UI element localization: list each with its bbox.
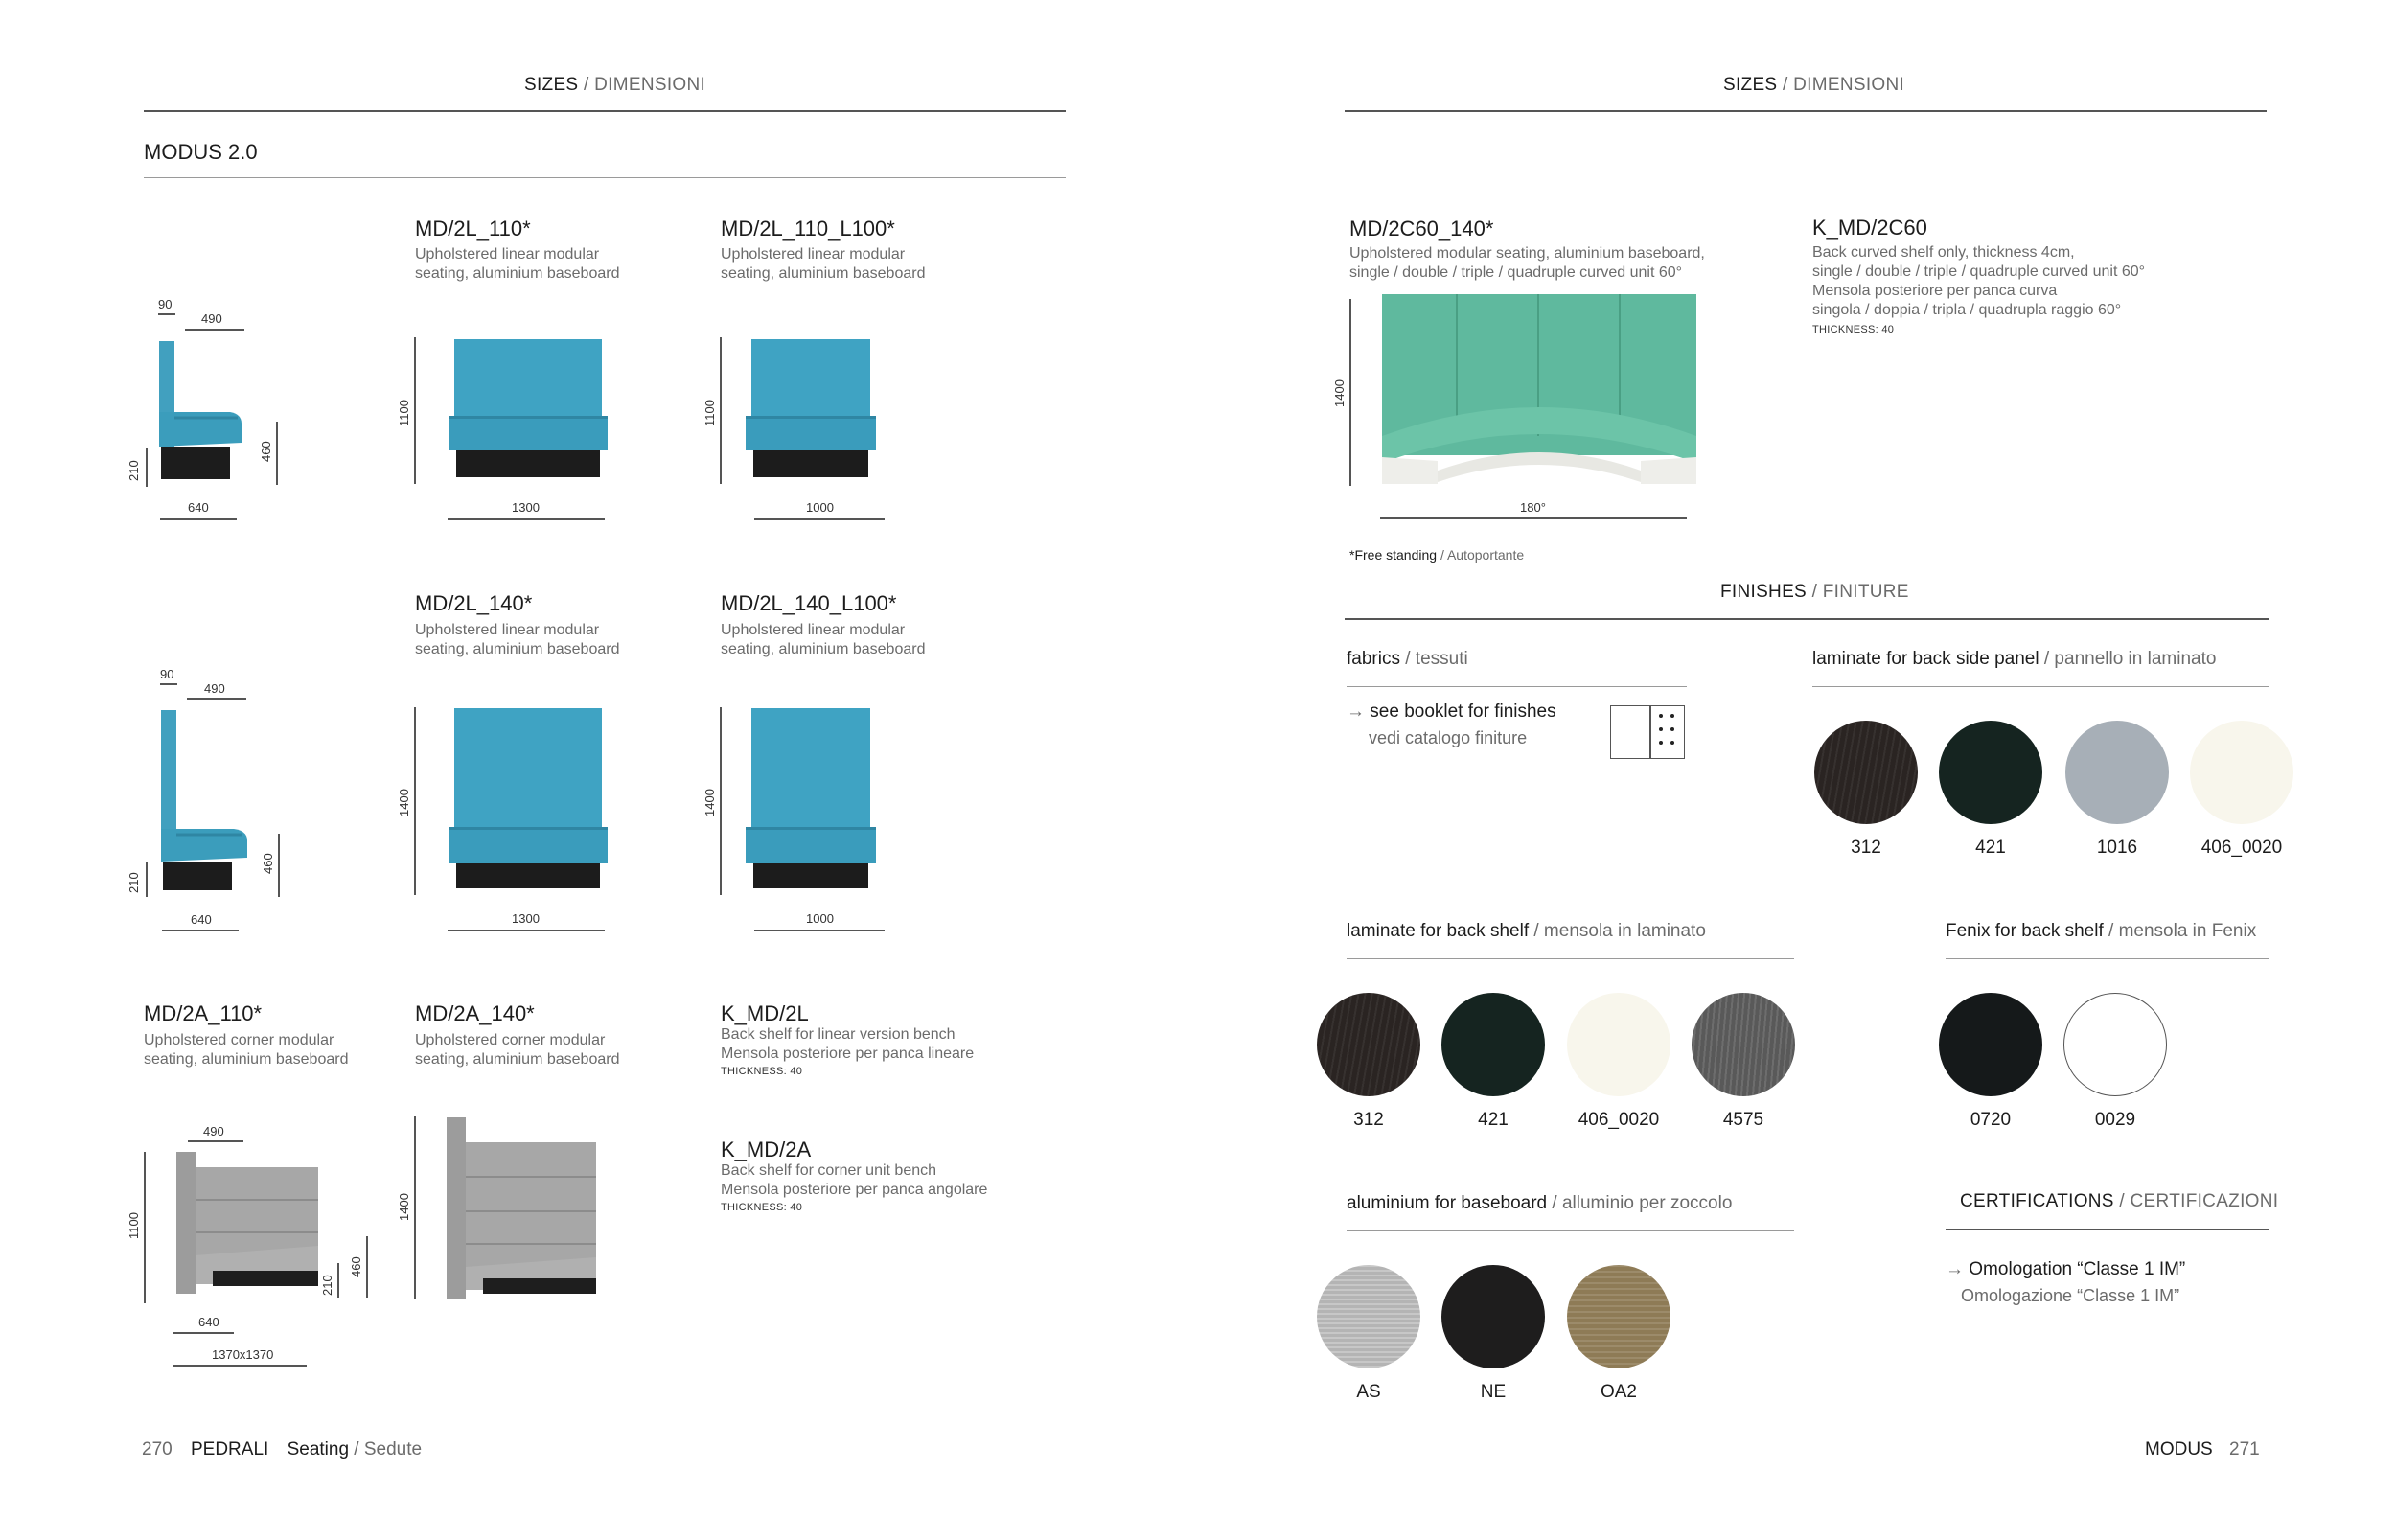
curved-sofa: [1380, 292, 1706, 494]
left-footer: 270 PEDRALI Seating / Sedute: [142, 1439, 423, 1460]
booklet-link[interactable]: → see booklet for finishes: [1347, 701, 1556, 722]
swatch-alu-ne[interactable]: [1441, 1265, 1545, 1368]
right-footer: [2145, 1439, 2260, 1460]
swatch-shelf-421[interactable]: [1441, 993, 1545, 1096]
right-sizes-header: SIZES / DIMENSIONI: [1723, 75, 1905, 95]
swatch-shelf-406-0020[interactable]: [1567, 993, 1670, 1096]
swatch-fenix-0720[interactable]: [1939, 993, 2042, 1096]
swatch-shelf-312[interactable]: [1317, 993, 1420, 1096]
corner-sofa-140: [441, 1114, 604, 1305]
brand-name: PEDRALI: [190, 1439, 269, 1460]
swatch-panel-1016[interactable]: [2065, 721, 2169, 824]
section-name: Seating: [287, 1439, 350, 1460]
page-number-right: 271: [2229, 1439, 2260, 1460]
left-sizes-header: SIZES / DIMENSIONI: [524, 75, 706, 95]
right-header-rule: [1345, 110, 2267, 112]
finishes-rule: [1345, 618, 2269, 620]
free-standing-note: *Free standing / Autoportante: [1349, 547, 1525, 563]
arrow-right-icon: →: [1946, 1259, 1964, 1279]
swatch-fenix-0029[interactable]: [2063, 993, 2167, 1096]
swatch-alu-as[interactable]: [1317, 1265, 1420, 1368]
swatch-panel-406-0020[interactable]: [2190, 721, 2293, 824]
sofa-front-1300-tall: [447, 704, 610, 896]
swatch-panel-312[interactable]: [1814, 721, 1918, 824]
swatch-shelf-4575[interactable]: [1692, 993, 1795, 1096]
arrow-right-icon: →: [1347, 701, 1365, 722]
family-rule: [144, 177, 1066, 178]
sofa-front-1000: [744, 335, 887, 489]
certification-link[interactable]: → Omologation “Classe 1 IM”: [1946, 1259, 2186, 1279]
left-header-rule: [144, 110, 1066, 112]
corner-sofa-110: [174, 1150, 328, 1303]
side-profile-chair-2: [155, 704, 261, 896]
sofa-front-1000-tall: [744, 704, 887, 896]
page-number-left: 270: [142, 1439, 173, 1460]
finishes-header: FINISHES / FINITURE: [1720, 582, 1909, 602]
booklet-icon: [1610, 705, 1685, 759]
brand-modus: MODUS: [2145, 1439, 2213, 1460]
side-profile-chair-1: [153, 335, 259, 489]
family-title: MODUS 2.0: [144, 140, 258, 164]
sofa-front-1300: [447, 335, 610, 489]
swatch-panel-421[interactable]: [1939, 721, 2042, 824]
swatch-alu-oa2[interactable]: [1567, 1265, 1670, 1368]
